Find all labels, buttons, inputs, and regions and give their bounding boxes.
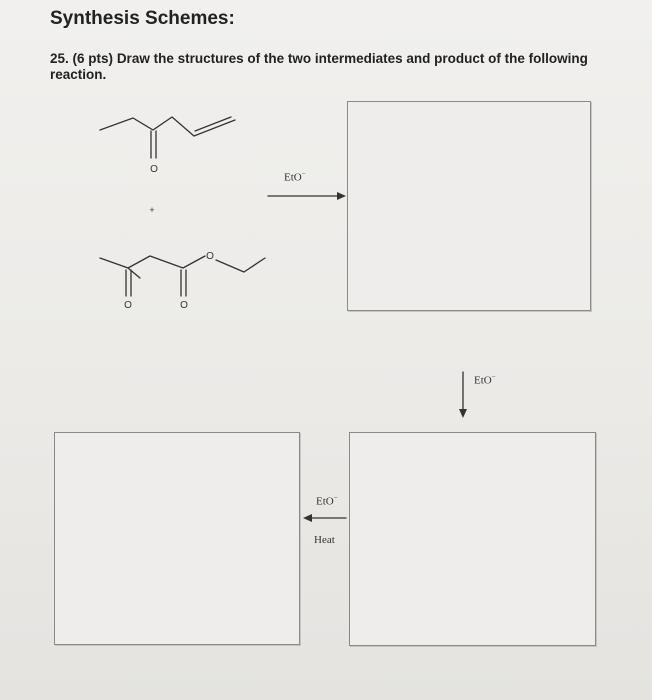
answer-box-intermediate-1[interactable] <box>347 101 591 311</box>
reactant-2-skeleton <box>100 256 205 268</box>
charge-sign: − <box>491 373 496 381</box>
reagent-step-1: EtO− <box>284 170 306 184</box>
reactant-2-ketone-oxygen: O <box>124 300 132 311</box>
reactant-1-alkene-double-bond <box>195 117 231 131</box>
charge-sign: − <box>333 494 338 502</box>
reactant-2-ethoxy <box>216 258 265 272</box>
question-prompt: Draw the structures of the two intermediates and product of the following reaction. <box>50 51 588 82</box>
charge-sign: − <box>301 170 306 178</box>
reactant-2-ester-oxygen: O <box>206 251 214 262</box>
question-text <box>50 51 590 83</box>
reagent-step-3: EtO− <box>316 494 338 508</box>
reactant-2-ester-carbonyl-oxygen: O <box>180 300 188 311</box>
reactant-1-skeleton <box>100 117 235 136</box>
answer-box-intermediate-2[interactable] <box>349 432 596 646</box>
reagent-step-2: EtO− <box>474 373 496 387</box>
arrow-3-head <box>303 514 312 522</box>
answer-box-product[interactable] <box>54 432 300 645</box>
question-number: 25. <box>50 51 69 66</box>
section-title: Synthesis Schemes: <box>50 8 235 29</box>
question-points: (6 pts) <box>72 51 114 66</box>
reactant-1-carbonyl-oxygen: O <box>150 164 158 175</box>
arrow-1-head <box>337 192 346 200</box>
reactant-2-methyl <box>128 268 140 278</box>
reagent-step-3-condition: Heat <box>314 534 335 546</box>
plus-sign: + <box>149 205 155 215</box>
arrow-2-head <box>459 409 467 418</box>
